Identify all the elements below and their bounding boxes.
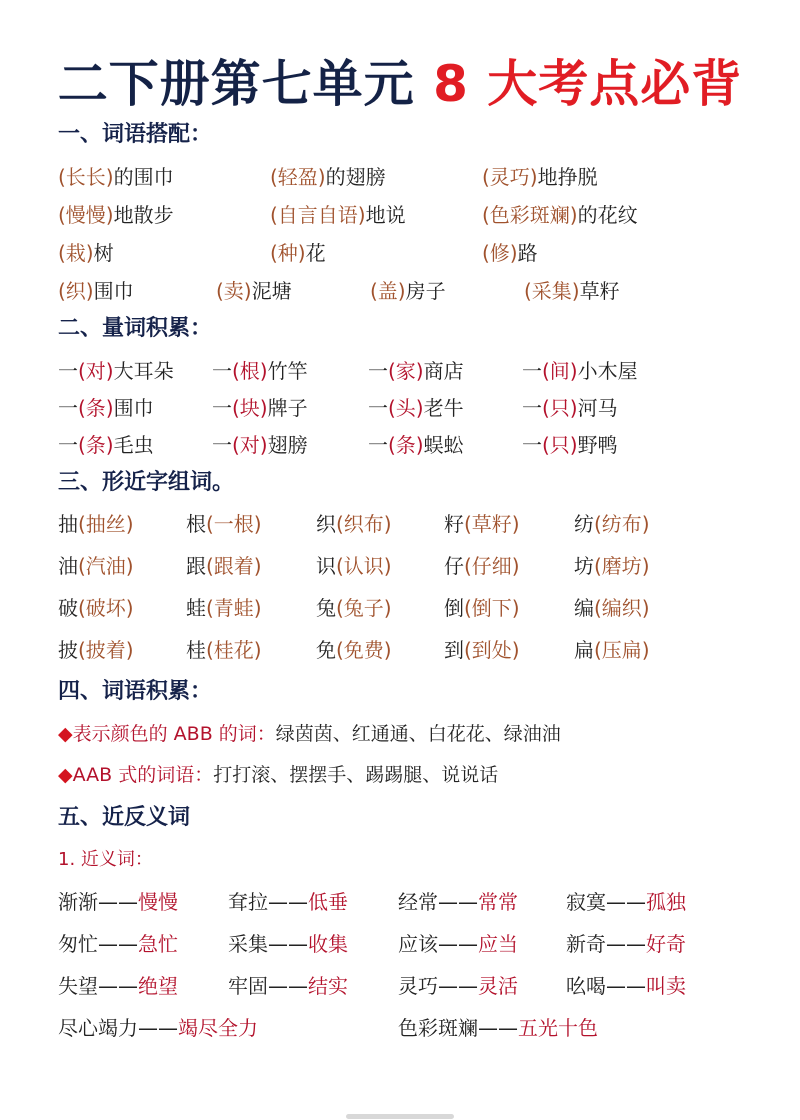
similar-char-item: 编(编织) — [574, 596, 650, 620]
collocation-item: (盖)房子 — [370, 279, 446, 303]
similar-char-item: 坊(磨坊) — [574, 554, 650, 578]
similar-char-item: 油(汽油) — [58, 554, 134, 578]
collocation-item: (栽)树 — [58, 241, 114, 265]
synonym-pair: 失望——绝望 — [58, 974, 178, 998]
similar-char-item: 兔(兔子) — [316, 596, 392, 620]
similar-char-item: 纺(纺布) — [574, 512, 650, 536]
synonym-pair: 应该——应当 — [398, 932, 518, 956]
scroll-indicator[interactable] — [346, 1114, 454, 1119]
page-title — [0, 52, 800, 116]
collocation-row-2 — [0, 198, 800, 232]
measure-item: 一(条)围巾 — [58, 396, 154, 420]
similar-char-row-3 — [0, 591, 800, 625]
synonym-pair: 灵巧——灵活 — [398, 974, 518, 998]
section-3-heading: 三、形近字组词。 — [58, 470, 235, 495]
collocation-row-1 — [0, 160, 800, 194]
collocation-item: (修)路 — [482, 241, 538, 265]
synonym-pair: 匆忙——急忙 — [58, 932, 178, 956]
measure-item: 一(条)蜈蚣 — [368, 433, 464, 457]
measure-item: 一(只)河马 — [522, 396, 618, 420]
synonym-pair: 寂寞——孤独 — [566, 890, 686, 914]
diamond-bullet-icon: ◆ — [58, 723, 73, 745]
measure-item: 一(对)大耳朵 — [58, 359, 174, 383]
section-5-heading: 五、近反义词 — [58, 805, 191, 830]
similar-char-row-1 — [0, 507, 800, 541]
measure-item: 一(条)毛虫 — [58, 433, 154, 457]
collocation-item: (灵巧)地挣脱 — [482, 165, 598, 189]
measure-item: 一(头)老牛 — [368, 396, 464, 420]
synonym-row-4 — [0, 1011, 800, 1045]
measure-item: 一(对)翅膀 — [212, 433, 308, 457]
collocation-row-4 — [0, 274, 800, 308]
similar-char-item: 披(披着) — [58, 638, 134, 662]
synonym-pair: 吆喝——叫卖 — [566, 974, 686, 998]
similar-char-item: 抽(抽丝) — [58, 512, 134, 536]
similar-char-item: 扁(压扁) — [574, 638, 650, 662]
word-accumulation-item: ◆AAB 式的词语：打打滚、摆摆手、踢踢腿、说说话 — [58, 764, 499, 786]
measure-row-3 — [0, 428, 800, 462]
title-part-2: 8 大考点必背 — [433, 55, 743, 113]
synonym-pair: 渐渐——慢慢 — [58, 890, 178, 914]
similar-char-row-2 — [0, 549, 800, 583]
similar-char-item: 根(一根) — [186, 512, 262, 536]
collocation-item: (采集)草籽 — [524, 279, 620, 303]
measure-row-2 — [0, 391, 800, 425]
measure-row-1 — [0, 354, 800, 388]
section-1-heading: 一、词语搭配： — [58, 122, 213, 147]
collocation-item: (种)花 — [270, 241, 326, 265]
section-4-heading: 四、词语积累： — [58, 679, 213, 704]
similar-char-item: 织(织布) — [316, 512, 392, 536]
synonym-pair: 色彩斑斓——五光十色 — [398, 1016, 598, 1040]
collocation-item: (慢慢)地散步 — [58, 203, 174, 227]
collocation-item: (轻盈)的翅膀 — [270, 165, 386, 189]
word-accumulation-item: ◆表示颜色的 ABB 的词：绿茵茵、红通通、白花花、绿油油 — [58, 723, 561, 745]
similar-char-item: 桂(桂花) — [186, 638, 262, 662]
synonyms-subheading: 1. 近义词： — [58, 849, 153, 870]
synonym-pair: 尽心竭力——竭尽全力 — [58, 1016, 258, 1040]
measure-item: 一(家)商店 — [368, 359, 464, 383]
similar-char-item: 蛙(青蛙) — [186, 596, 262, 620]
synonym-pair: 新奇——好奇 — [566, 932, 686, 956]
similar-char-item: 免(免费) — [316, 638, 392, 662]
collocation-item: (长长)的围巾 — [58, 165, 174, 189]
similar-char-item: 破(破坏) — [58, 596, 134, 620]
measure-item: 一(块)牌子 — [212, 396, 308, 420]
similar-char-item: 籽(草籽) — [444, 512, 520, 536]
synonym-pair: 经常——常常 — [398, 890, 518, 914]
similar-char-item: 倒(倒下) — [444, 596, 520, 620]
synonym-pair: 耷拉——低垂 — [228, 890, 348, 914]
collocation-item: (色彩斑斓)的花纹 — [482, 203, 638, 227]
title-part-1: 二下册第七单元 — [57, 55, 415, 113]
collocation-item: (织)围巾 — [58, 279, 134, 303]
similar-char-row-4 — [0, 633, 800, 667]
section-2-heading: 二、量词积累： — [58, 316, 213, 341]
measure-item: 一(间)小木屋 — [522, 359, 638, 383]
similar-char-item: 仔(仔细) — [444, 554, 520, 578]
synonym-pair: 牢固——结实 — [228, 974, 348, 998]
similar-char-item: 识(认识) — [316, 554, 392, 578]
synonym-row-2 — [0, 927, 800, 961]
similar-char-item: 跟(跟着) — [186, 554, 262, 578]
synonym-row-1 — [0, 885, 800, 919]
similar-char-item: 到(到处) — [444, 638, 520, 662]
collocation-row-3 — [0, 236, 800, 270]
synonym-pair: 采集——收集 — [228, 932, 348, 956]
diamond-bullet-icon: ◆ — [58, 764, 73, 786]
measure-item: 一(只)野鸭 — [522, 433, 618, 457]
collocation-item: (自言自语)地说 — [270, 203, 406, 227]
measure-item: 一(根)竹竿 — [212, 359, 308, 383]
collocation-item: (卖)泥塘 — [216, 279, 292, 303]
synonym-row-3 — [0, 969, 800, 1003]
